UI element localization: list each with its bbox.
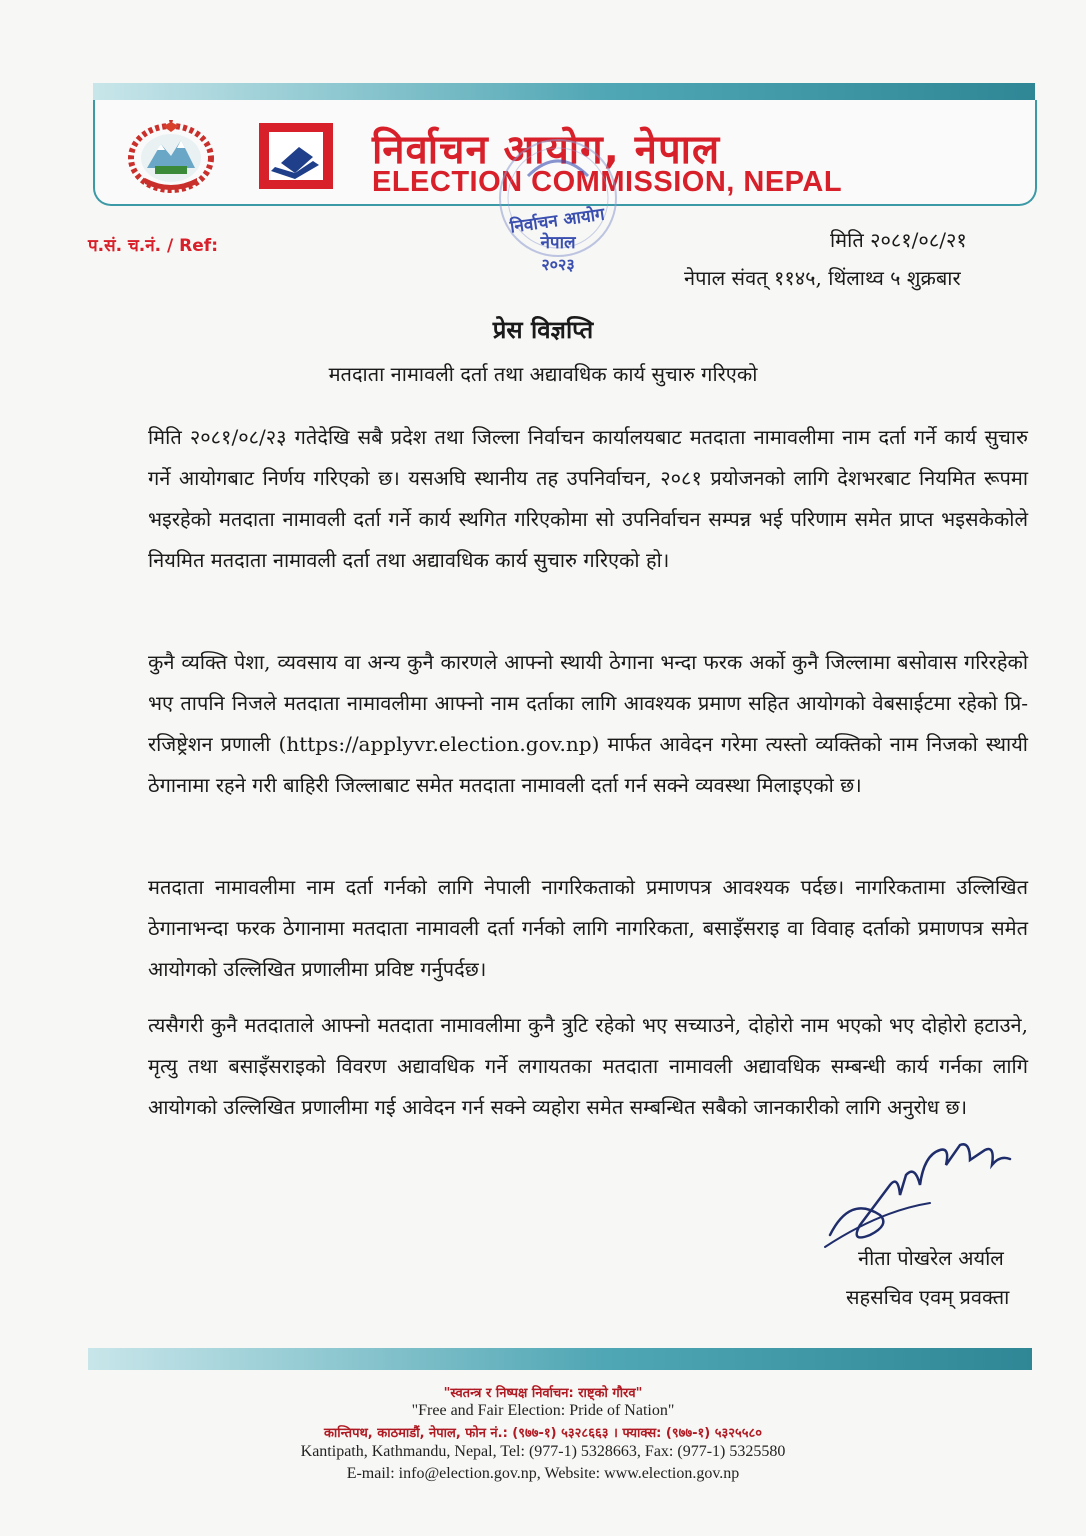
body-paragraph-2: कुनै व्यक्ति पेशा, व्यवसाय वा अन्य कुनै कारणले आफ्नो स्थायी ठेगाना भन्दा फरक अर्को कुनै जिल्लामा बसोवास गरिरहेको भए तापनि निजले मतदाता नामावलीमा आफ्नो नाम दर्ताका लागि आवश्यक प्रमाण सहित आयोगको वेबसाईटमा रहेको प्रि-रजिष्ट्रेशन प्रणाली (https://applyvr.election.gov.np) मार्फत आवेदन गरेमा त्यस्तो व्यक्तिको नाम निजको स्थायी ठेगानामा रहने गरी बाहिरी जिल्लाबाट समेत मतदाता नामावली दर्ता गर्न सक्ने व्यवस्था मिलाइएको छ। (148, 650, 1028, 797)
nepal-sambat-date-line: नेपाल संवत् ११४५, थिंलाथ्व ५ शुक्रबार (684, 266, 961, 290)
commission-title-nepali: निर्वाचन आयोग, नेपाल (372, 127, 721, 173)
official-stamp-seal (488, 136, 628, 276)
body-paragraph-4: त्यसैगरी कुनै मतदाताले आफ्नो मतदाता नामावलीमा कुनै त्रुटि रहेको भए सच्याउने, दोहोरो नाम भएको भए दोहोरो हटाउने, मृत्यु तथा बसाइँसराइको विवरण अद्यावधिक गर्ने लगायतका मतदाता नामावली अद्यावधिक सम्बन्धी कार्य गर्नका लागि आयोगको उल्लिखित प्रणालीमा गई आवेदन गर्न सक्ने व्यहोरा समेत सम्बन्धित सबैको जानकारीको लागि अनुरोध छ। (148, 1013, 1028, 1119)
page-subtitle: मतदाता नामावली दर्ता तथा अद्यावधिक कार्य सुचारु गरिएको (328, 362, 758, 386)
stamp-text-line1: निर्वाचन आयोग (508, 204, 606, 238)
reference-label: प.सं. च.नं. / Ref: (88, 236, 218, 256)
signer-designation: सहसचिव एवम् प्रवक्ता (846, 1285, 1010, 1309)
stamp-text-line3: २०२३ (541, 255, 575, 274)
footer-address-english: Kantipath, Kathmandu, Nepal, Tel: (977-1) 5328663, Fax: (977-1) 5325580 (300, 1443, 786, 1460)
commission-title-english: ELECTION COMMISSION, NEPAL (372, 166, 843, 198)
election-commission-logo-icon (259, 123, 333, 189)
date-line: मिति २०८१/०८/२१ (830, 228, 967, 252)
signer-name: नीता पोखरेल अर्याल (858, 1246, 1004, 1270)
footer-contact: E-mail: info@election.gov.np, Website: www.election.gov.np (346, 1465, 740, 1482)
body-paragraph-3: मतदाता नामावलीमा नाम दर्ता गर्नको लागि नेपाली नागरिकताको प्रमाणपत्र आवश्यक पर्दछ। नागरिकतामा उल्लिखित ठेगानाभन्दा फरक ठेगानामा मतदाता नामावली दर्ता गर्नको लागि नागरिकता, बसाइँसराइ वा विवाह दर्ताको प्रमाणपत्र समेत आयोगको उल्लिखित प्रणालीमा प्रविष्ट गर्नुपर्दछ। (148, 875, 1028, 981)
footer-band (88, 1348, 1032, 1370)
body-paragraph-1: मिति २०८१/०८/२३ गतेदेखि सबै प्रदेश तथा जिल्ला निर्वाचन कार्यालयबाट मतदाता नामावलीमा नाम दर्ता गर्ने कार्य सुचारु गर्ने आयोगबाट निर्णय गरिएको छ। यसअघि स्थानीय तह उपनिर्वाचन, २०८१ प्रयोजनको लागि देशभरबाट नियमित रूपमा भइरहेको मतदाता नामावली दर्ता गर्ने कार्य स्थगित गरिएकोमा सो उपनिर्वाचन सम्पन्न भई परिणाम समेत प्राप्त भइसकेकोले नियमित मतदाता नामावली दर्ता तथा अद्यावधिक कार्य सुचारु गरिएको हो। (148, 425, 1028, 572)
footer-motto-nepali: "स्वतन्त्र र निष्पक्ष निर्वाचन: राष्ट्को गौरव" (443, 1386, 643, 1401)
page-title: प्रेस विज्ञप्ति (492, 315, 594, 344)
handwritten-signature (820, 1115, 1020, 1255)
footer-address-nepali: कान्तिपथ, काठमाडौं, नेपाल, फोन नं.: (९७७-१) ५३२८६६३ । फ्याक्स: (९७७-१) ५३२५५८० (323, 1426, 763, 1441)
national-emblem-icon (125, 118, 217, 194)
stamp-text-line2: नेपाल (540, 233, 576, 253)
footer-motto-english: "Free and Fair Election: Pride of Nation" (411, 1402, 675, 1419)
